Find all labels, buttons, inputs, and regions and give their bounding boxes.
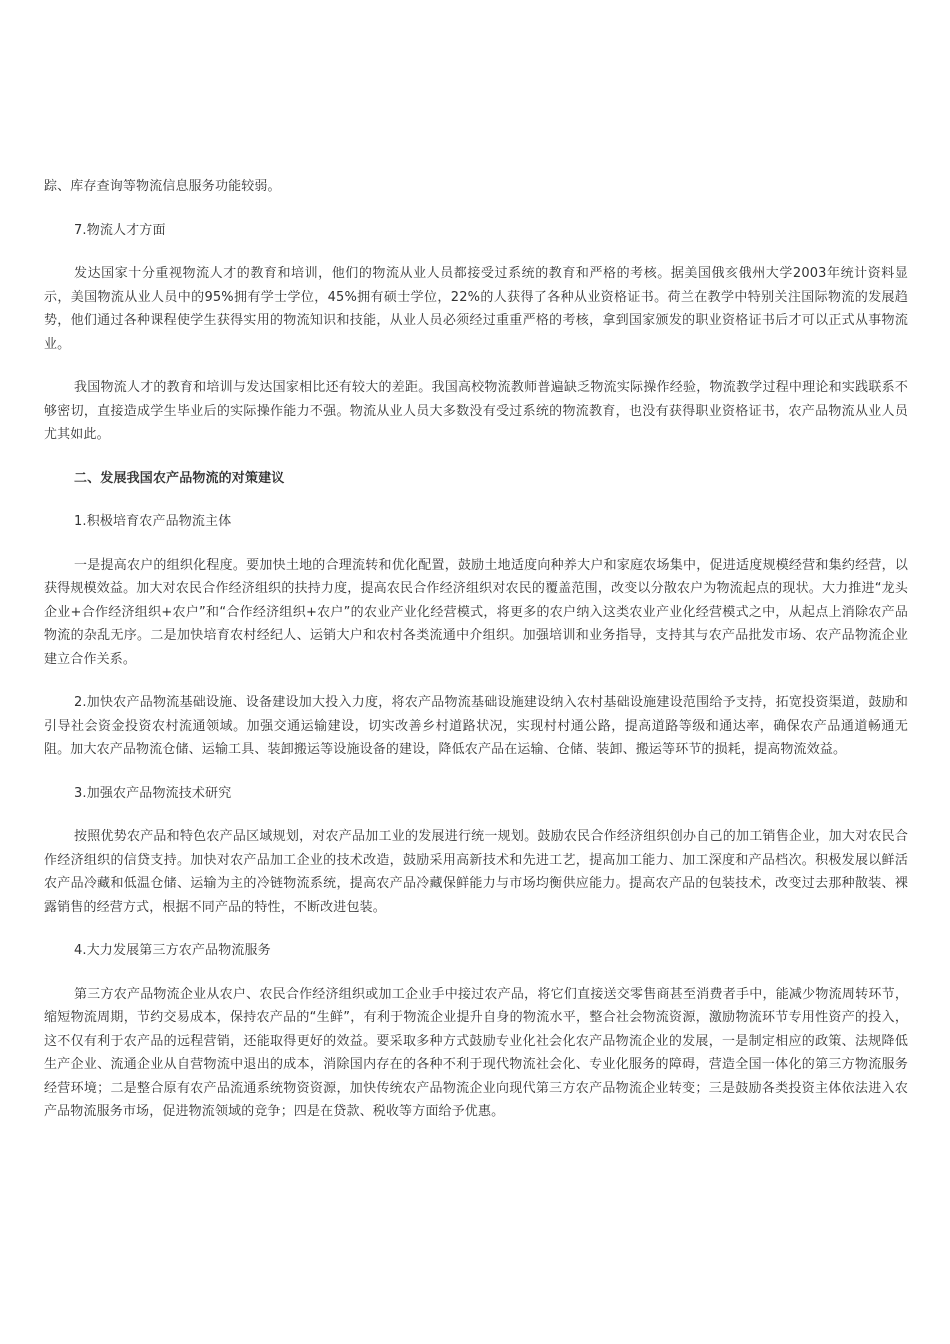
paragraph-technology: 按照优势农产品和特色农产品区域规划，对农产品加工业的发展进行统一规划。鼓励农民合作经济组织创办自己的加工销售企业，加大对农民合作经济组织的信贷支持。加快对农产品加工企业的技术改造，鼓励采用高新技术和先进工艺，提高加工能力、加工深度和产品档次。积极发展以鲜活农产品冷藏和低温仓储、运输为主的冷链物流系统，提高农产品冷藏保鲜能力与市场均衡供应能力。提高农产品的包装技术，改变过去那种散装、裸露销售的经营方式，根据不同产品的特性，不断改进包装。 <box>44 829 908 915</box>
subsection-heading-talent: 7.物流人才方面 <box>74 222 166 238</box>
paragraph-infrastructure: 2.加快农产品物流基础设施、设备建设加大投入力度，将农产品物流基础设施建设纳入农村基础设施建设范围给予支持，拓宽投资渠道，鼓励和引导社会资金投资农村流通领域。加强交通运输建设，切实改善乡村道路状况，实现村村通公路，提高道路等级和通达率，确保农产品通道畅通无阻。加大农产品物流仓储、运输工具、装卸搬运等设施设备的建设，降低农产品在运输、仓储、装卸、搬运等环节的损耗，提高物流效益。 <box>44 695 908 757</box>
paragraph-organization: 一是提高农户的组织化程度。要加快土地的合理流转和优化配置，鼓励土地适度向种养大户和家庭农场集中，促进适度规模经营和集约经营，以获得规模效益。加大对农民合作经济组织的扶持力度，提高农民合作经济组织对农民的覆盖范围，改变以分散农户为物流起点的现状。大力推进“龙头企业+合作经济组织+农户”和“合作经济组织+农户”的农业产业化经营模式，将更多的农户纳入这类农业产业化经营模式之中，从起点上消除农产品物流的杂乱无序。二是加快培育农村经纪人、运销大户和农村各类流通中介组织。加强培训和业务指导，支持其与农产品批发市场、农产品物流企业建立合作关系。 <box>44 557 908 667</box>
paragraph-continuation: 踪、库存查询等物流信息服务功能较弱。 <box>44 179 281 194</box>
paragraph-developed-countries: 发达国家十分重视物流人才的教育和培训，他们的物流从业人员都接受过系统的教育和严格的考核。据美国俄亥俄州大学2003年统计资料显示，美国物流从业人员中的95%拥有学士学位，45%拥有硕士学位，22%的人获得了各种从业资格证书。荷兰在教学中特别关注国际物流的发展趋势，他们通过各种课程使学生获得实用的物流知识和技能，从业人员必须经过重重严格的考核，拿到国家颁发的职业资格证书后才可以正式从事物流业。 <box>44 266 908 352</box>
section-heading-countermeasures: 二、发展我国农产品物流的对策建议 <box>74 470 285 486</box>
paragraph-third-party: 第三方农产品物流企业从农户、农民合作经济组织或加工企业手中接过农产品，将它们直接送交零售商甚至消费者手中，能减少物流周转环节，缩短物流周期，节约交易成本，保持农产品的“生鲜”，有利于物流企业提升自身的物流水平，整合社会物流资源，激励物流环节专用性资产的投入，这不仅有利于农产品的远程营销，还能取得更好的效益。要采取多种方式鼓励专业化社会化农产品物流企业的发展，一是制定相应的政策、法规降低生产企业、流通企业从自营物流中退出的成本，消除国内存在的各种不利于现代物流社会化、专业化服务的障碍，营造全国一体化的第三方物流服务经营环境；二是整合原有农产品流通系统物资资源，加快传统农产品物流企业向现代第三方农产品物流企业转变；三是鼓励各类投资主体依法进入农产品物流服务市场，促进物流领域的竞争；四是在贷款、税收等方面给予优惠。 <box>44 986 908 1119</box>
subsection-heading-cultivate-subjects: 1.积极培育农产品物流主体 <box>74 514 232 529</box>
subsection-heading-third-party: 4.大力发展第三方农产品物流服务 <box>74 943 271 958</box>
paragraph-china-talent-gap: 我国物流人才的教育和培训与发达国家相比还有较大的差距。我国高校物流教师普遍缺乏物流实际操作经验，物流教学过程中理论和实践联系不够密切，直接造成学生毕业后的实际操作能力不强。物流从业人员大多数没有受过系统的物流教育，也没有获得职业资格证书，农产品物流从业人员尤其如此。 <box>44 380 908 442</box>
subsection-heading-technology: 3.加强农产品物流技术研究 <box>74 785 232 801</box>
document-body <box>44 175 908 1144</box>
